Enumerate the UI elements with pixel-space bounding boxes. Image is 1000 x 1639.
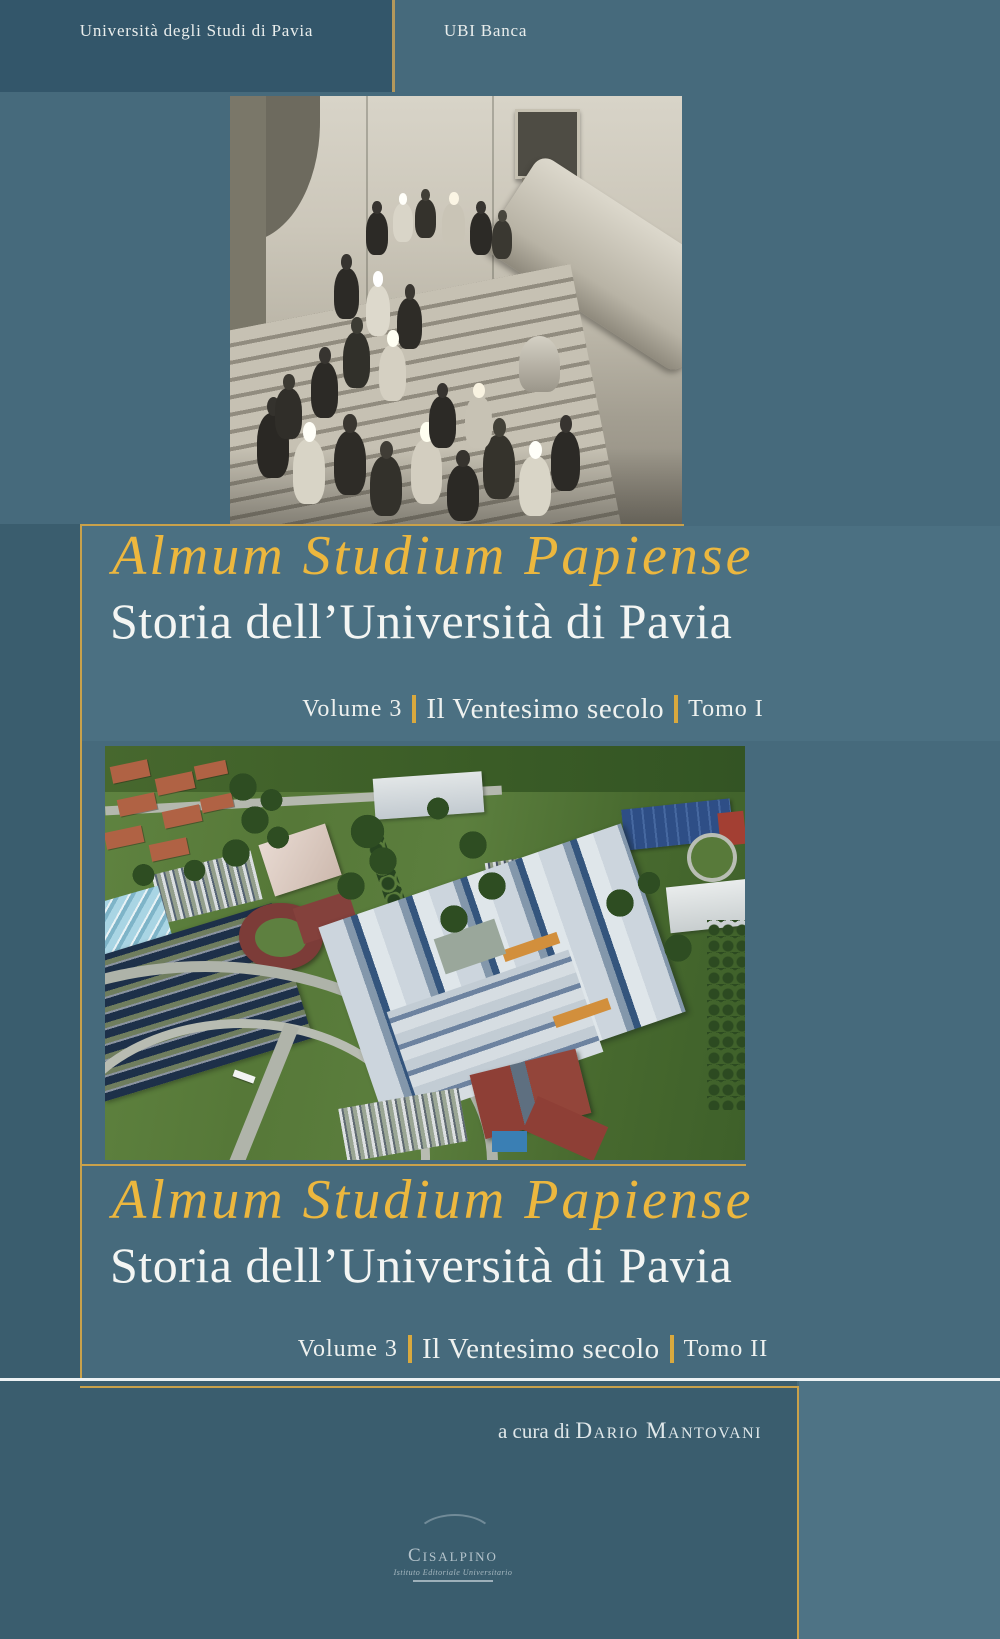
historic-staircase-photo [230,96,682,525]
gold-separator [408,1335,412,1363]
tree [259,787,285,813]
figure [379,345,406,401]
figure [293,439,325,503]
tomo2-subtitle: Storia dell’Università di Pavia [110,1237,733,1293]
figure [334,268,359,319]
figure [551,431,580,491]
tomo1-volume: Volume 3 [302,695,403,722]
figure [492,220,512,259]
tomo2-volume: Volume 3 [297,1335,398,1362]
tomo1-tome: Tomo I [688,695,764,722]
gold-frame-top-tomo2 [80,1164,746,1166]
figure [370,456,402,516]
figure [366,212,389,255]
editor-credit [470,1418,790,1444]
blue-pool [492,1131,527,1152]
tree [438,903,470,935]
tomo1-part: Il Ventesimo secolo [426,692,665,725]
figure [411,439,443,503]
gold-frame-left [80,524,82,1388]
newel-post [519,336,560,392]
publisher-tagline: Istituto Editoriale Universitario [393,1568,513,1577]
figure [311,362,338,418]
tomo2-tome: Tomo II [683,1335,769,1362]
gold-separator [412,695,416,723]
tomo1-volume-line [133,691,933,727]
figure [366,285,391,336]
roundabout [687,833,737,882]
publisher-logo [373,1500,533,1595]
gold-frame-right [797,1386,799,1639]
figure [447,465,479,521]
figure [470,212,493,255]
gold-frame-bottom [80,1386,799,1388]
tree [227,771,259,803]
figure [343,332,370,388]
tree [131,862,157,888]
tomo2-part: Il Ventesimo secolo [421,1332,660,1365]
figure [429,396,456,447]
editor-name: Dario Mantovani [575,1418,763,1443]
tree [265,825,291,851]
editor-prefix: a cura di [497,1419,576,1443]
tree [335,870,367,902]
figure [519,456,551,516]
aerial-campus-photo [105,746,745,1160]
gold-separator [670,1335,674,1363]
gold-separator [674,695,678,723]
university-name: Università degli Studi di Pavia [79,21,314,40]
bank-name: UBI Banca [444,21,528,40]
red-roof-house [148,837,189,861]
tree [604,887,636,919]
tomo2-series-title: Almum Studium Papiense [112,1169,754,1231]
tree-row [707,920,745,1110]
figure [397,298,422,349]
tree [425,796,451,822]
red-roof-house [105,825,145,849]
figure [275,388,302,439]
tomo1-subtitle: Storia dell’Università di Pavia [110,593,733,649]
publisher-name: Cisalpino [408,1545,498,1566]
tree [636,870,662,896]
figure [442,203,465,246]
bottom-right-panel [799,1381,1000,1639]
figure [415,199,435,238]
tree [662,932,694,964]
figure [393,203,413,242]
figure [334,431,366,495]
tree [457,829,489,861]
tomo1-series-title: Almum Studium Papiense [112,525,754,587]
figure [465,396,492,447]
logo-rule [413,1580,493,1582]
tomo2-volume-line [133,1331,933,1367]
left-margin-panel [0,524,80,1380]
